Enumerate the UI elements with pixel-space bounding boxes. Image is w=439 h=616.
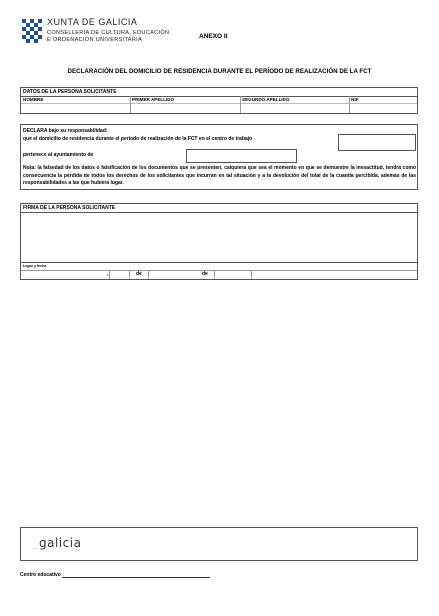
column-nombre: NOMBRE [23,97,44,102]
school-label: Centro educativo [20,572,61,578]
applicant-data-section [20,87,418,114]
nombre-field[interactable] [22,104,129,113]
school-field[interactable] [62,577,210,578]
column-primer-apellido: PRIMER APELLIDO [132,97,175,102]
declaration-heading: DECLARA bajo su responsabilidad: [23,128,108,134]
legal-note: Nota: la falsedad de los datos o falsificación de los documentos que se presenten, calquiera que sea el momento en que se demuestre la inexactitud, tendrá como consecuencia la pérdida de todos los derechos de los solicitantes que incurran en tal situación y a la devolución del total de la cuantía percibida, además de las responsabilidades a las que hubiera lugar. [23,165,416,187]
day-field[interactable] [110,271,128,280]
signature-section [20,203,418,280]
declaration-section [20,124,418,190]
municipality-field[interactable] [186,149,297,163]
galicia-logo-mark-icon: ··· [32,546,38,552]
document-title: DECLARACIÓN DEL DOMICILIO DE RESIDENCIA DURANTE EL PERÍODO DE REALIZACIÓN DE LA FCT [67,68,372,75]
de-separator-1: de [136,271,142,277]
column-segundo-apellido: SEGUNDO APELLIDO [242,97,290,102]
primer-apellido-field[interactable] [131,104,239,113]
galicia-logo: galicia [39,536,82,550]
org-subtitle-2: E ORDENACIÓN UNIVERSITARIA [47,37,143,43]
nif-field[interactable] [350,104,417,113]
declaration-line-1: que el domicilio de residencia durante el período de realización de la FCT en el centro de trabajo [23,136,253,142]
org-title: XUNTA DE GALICIA [47,17,138,27]
de-separator-2: de [202,271,208,277]
place-field[interactable] [22,271,107,280]
org-subtitle-1: CONSELLERÍA DE CULTURA, EDUCACIÓN [47,30,170,36]
column-nif: NIF [351,97,359,102]
signature-area[interactable] [22,213,416,261]
comma-separator: , [107,271,109,277]
declaration-line-2: pertenece al ayuntamiento de [23,152,94,158]
xunta-logo [22,17,182,47]
workplace-field[interactable] [338,134,416,151]
segundo-apellido-field[interactable] [241,104,348,113]
annex-label: ANEXO II [199,33,228,40]
place-date-label: Lugar y fecha [23,264,47,268]
xunta-emblem-icon [22,19,42,43]
year-field[interactable] [215,271,250,280]
signature-heading: FIRMA DE LA PERSONA SOLICITANTE [23,205,116,211]
footer-box [20,527,418,561]
month-field[interactable] [149,271,199,280]
applicant-data-heading: DATOS DE LA PERSONA SOLICITANTE [23,89,117,95]
